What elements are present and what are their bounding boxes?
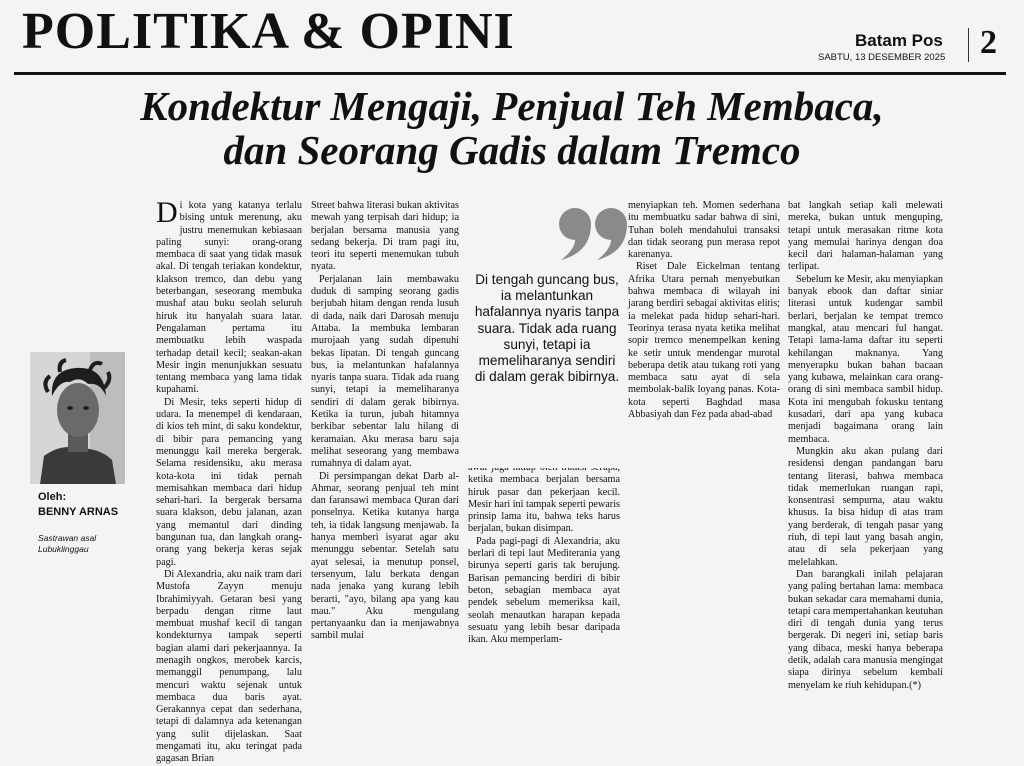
article-paragraph: Street bahwa literasi bukan aktivitas mewah yang terpisah dari hidup; ia berjalan bersama manusia yang sedang bekerja. Di tram pagi itu, teori itu seperti menemukan tubuh nyata. bbox=[311, 200, 459, 273]
author-portrait-icon bbox=[30, 352, 125, 484]
headline-line: Kondektur Mengaji, Penjual Teh Membaca, bbox=[140, 83, 884, 129]
article-paragraph: Dan barangkali inilah pelajaran yang paling bertahan lama: membaca bukan sekadar cara memahami dunia, tetapi cara mempertahankan keutuhan diri di tengah dunia yang terus bergerak. Di negeri ini, setiap baris yang dibaca, meski hanya beberapa detik, adalah cara manusia mengingat siapa dirinya sebelum kembali menyelam ke riuh kehidupan.(*) bbox=[788, 568, 943, 691]
masthead-divider bbox=[968, 28, 969, 62]
article-paragraph: Riset Dale Eickelman tentang Afrika Utara pernah menyebutkan bahwa membaca di wilayah ini jarang berdiri sebagai aktivitas elitis; ia melekat pada hidup sehari-hari. Teorinya terasa nyata ketika melihat sopir tremco menempelkan kening ke setir untuk mendengar murotal beberapa detik atau tukang roti yang membaca satu ayat di sela membolak-balik loyang panas. Kota-kota seperti Baghdad masa Abbasiyah dan Fez pada abad-abad bbox=[628, 261, 780, 421]
article-column-2 bbox=[311, 200, 459, 642]
article-column-5 bbox=[788, 200, 943, 691]
article-paragraph: ketika membaca berjalan bersama hiruk pasar dan pekerjaan kecil. Mesir hari ini tampak seperti pewaris prinsip lama itu, bahwa teks harus berjalan, bukan disimpan. bbox=[468, 474, 620, 535]
author-role: Sastrawan asal Lubuklinggau bbox=[38, 533, 97, 554]
section-title: POLITIKA & OPINI bbox=[22, 3, 515, 60]
article-paragraph: bat langkah setiap kali melewati mereka, bukan untuk menguping, tetapi untuk merasakan ritme kota yang memulai harinya dengan doa kecil dari halaman-halaman yang terlipat. bbox=[788, 200, 943, 273]
article-paragraph: Perjalanan lain membawaku duduk di samping seorang gadis berjubah hitam dengan renda lusuh di dada, naik dari Darosah menuju Attaba. Ia membuka lembaran murojaah yang sudah dipenuhi bekas lipatan. Di tengah guncang bus, ia melantunkan hafalannya nyaris tanpa suara. Tidak ada ruang sunyi, tetapi ia memeliharanya sendiri di dalam gerak bibirnya. Ketika ia turun, jubah hitamnya berkibar sebentar lalu hilang di keramaian. Aku merasa baru saja melihat seseorang yang membawa rumahnya di dalam ayat. bbox=[311, 273, 459, 470]
quote-mark-icon bbox=[555, 204, 635, 264]
article-paragraph: menyiapkan teh. Momen sederhana itu membuatku sadar bahwa di sini, Tuhan boleh mendahului transaksi dan tidak seorang pun merasa repot karenanya. bbox=[628, 200, 780, 261]
masthead bbox=[0, 0, 1024, 70]
pull-quote-text: Di tengah guncang bus, ia melantunkan hafalannya nyaris tanpa suara. Tidak ada ruang sunyi, tetapi ia memeliharanya sendiri di dalam gerak bibirnya. bbox=[474, 272, 620, 385]
article-paragraph: Pada pagi-pagi di Alexandria, aku berlari di tepi laut Mediterania yang birunya seperti garis tak berujung. Barisan pemancing berdiri di bibir beton, sebagian membaca ayat pendek sebelum memeriksa kail, seolah menautkan harapan kepada sesuatu yang lebih besar daripada ikan. Aku memperlam- bbox=[468, 535, 620, 646]
drop-cap: D bbox=[156, 196, 178, 229]
publication-name: Batam Pos bbox=[855, 31, 943, 50]
headline bbox=[0, 84, 1024, 172]
article-paragraph: Di Mesir, teks seperti hidup di udara. Ia menempel di kendaraan, di kios teh mint, di saku kondektur, di bibir para pemancing yang menunggu kail mereka bergerak. Selama residensiku, aku merasa kota-kota ini tidak pernah memisahkan membaca dari hidup sehari-hari. Ia bergerak bersama suara klakson, debu jalanan, azan yang memantul dari dinding bangunan tua, dan langkah orang-orang yang bekerja keras sejak pagi. bbox=[156, 396, 302, 568]
article-paragraph: Di persimpangan dekat Darb al-Ahmar, seorang penjual teh mint dan faransawi membaca Quran dari ponselnya. Ketika kutanya harga teh, ia tidak langsung menjawab. Ia hanya memberi isyarat agar aku menunggu sebentar. Setelah satu ayat selesai, ia menutup ponsel, tersenyum, lalu berkata dengan nada jenaka yang kurang lebih berarti, "ayo, bilang apa yang kau mau." Aku mengulang pertanyaanku dan ia menjawabnya sambil mulai bbox=[311, 470, 459, 642]
article-paragraph: Di Alexandria, aku naik tram dari Mustofa Zayyn menuju Ibrahimiyyah. Getaran besi yang berpadu dengan ritme laut membuat mushaf kecil di tangan kondekturnya tampak seperti bagian alami dari pekerjaannya. Ia menagih ongkos, merobek karcis, memanggil penumpang, lalu mencuri waktu sejenak untuk membaca dua baris ayat. Gerakannya cepat dan sederhana, tetapi di dalamnya ada ketenangan yang sulit dijelaskan. Saat mengamati itu, aku teringat pada gagasan Brian bbox=[156, 568, 302, 765]
headline-line: dan Seorang Gadis dalam Tremco bbox=[223, 127, 801, 173]
masthead-rule bbox=[14, 72, 1006, 75]
article-paragraph: Mungkin aku akan pulang dari residensi dengan pandangan baru tentang literasi, bahwa membaca tidak memerlukan ruangan rapi, konsentrasi sempurna, atau waktu khusus. Ia bisa hidup di atas tram yang berderak, di tengah pasar yang riuh, di tepi laut yang basah angin, atau di sela pekerjaan yang melelahkan. bbox=[788, 445, 943, 568]
author-label: Oleh: bbox=[38, 491, 67, 503]
article-column-1 bbox=[156, 196, 302, 765]
page-number: 2 bbox=[980, 24, 997, 61]
article-paragraph: Sebelum ke Mesir, aku menyiapkan banyak ebook dan daftar siniar literasi untuk kudengar sambil berlari, berjalan ke tempat tremco mangkal, atau mencari ful hangat. Tetapi lama-lama daftar itu seperti kehilangan maknanya. Yang menyerapku bukan bahan bacaan yang kubawa, melainkan cara orang-orang di sini membaca sambil hidup. Kota ini mengubah fokusku tentang kusadari, dari apa yang kubaca menjadi bagaimana orang lain membaca. bbox=[788, 273, 943, 445]
article-paragraph: Di kota yang katanya terlalu bising untuk merenung, aku justru menemukan kebiasaan paling sunyi: orang-orang membaca di saat yang tidak masuk akal. Di tengah teriakan kondektur, klakson tremco, dan debu yang beterbangan, seseorang membuka mushaf atau buku seolah seluruh hiruk itu hanyalah suara latar. Pengalaman pertama itu membuatku lebih waspada terhadap detail kecil; seakan-akan Mesir ingin menunjukkan sesuatu tentang membaca yang lama tidak kupahami. bbox=[156, 196, 302, 396]
article-column-4 bbox=[628, 200, 780, 608]
article-column-3 bbox=[468, 462, 620, 646]
author-name: BENNY ARNAS bbox=[38, 506, 119, 518]
author-photo bbox=[30, 352, 125, 484]
publication-date: SABTU, 13 DESEMBER 2025 bbox=[818, 52, 946, 63]
